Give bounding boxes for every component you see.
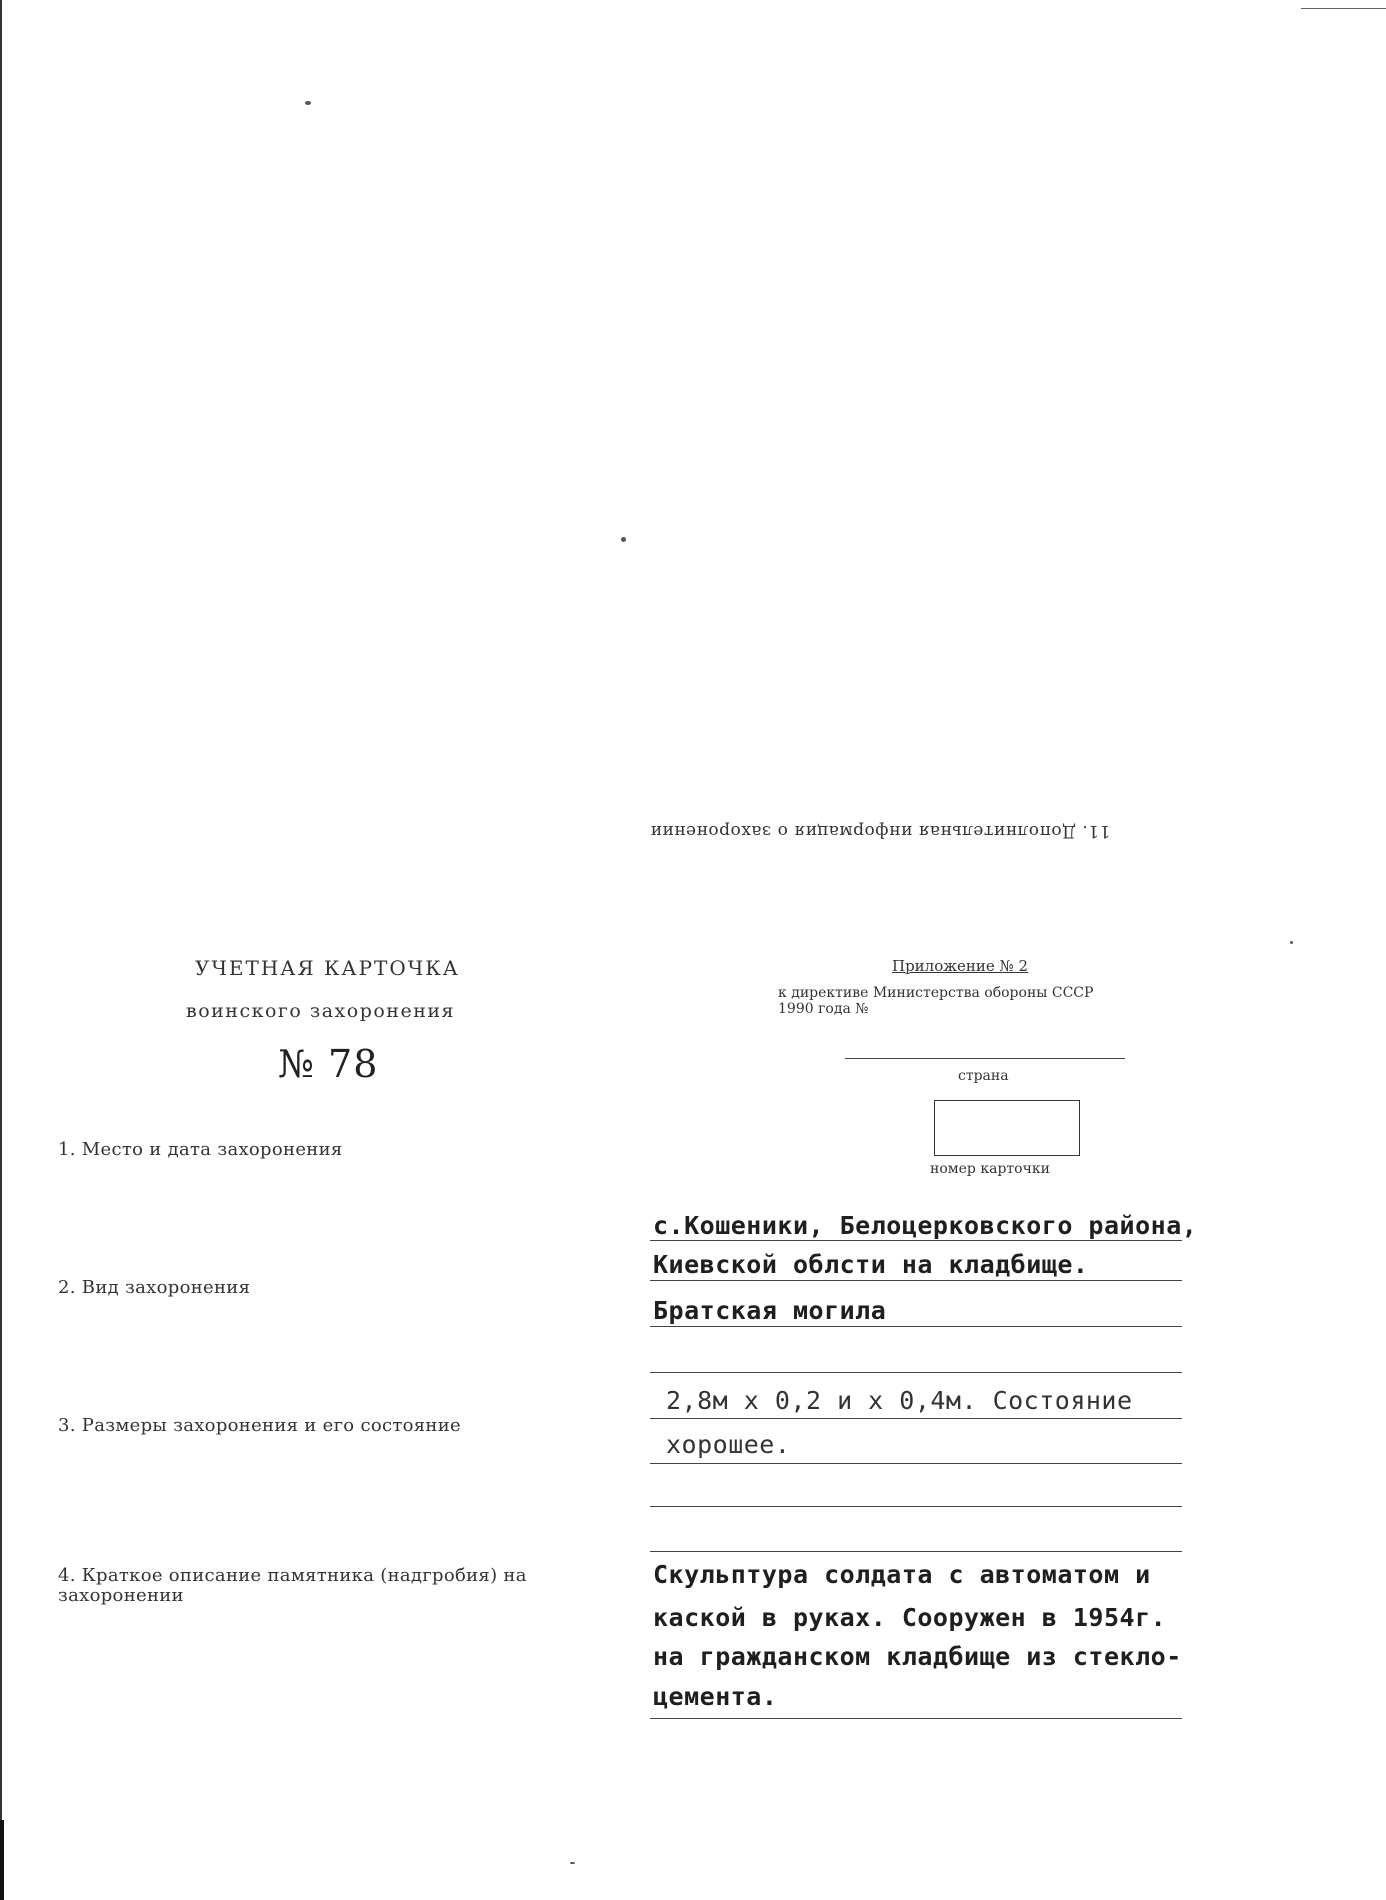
monument-description-label: 4. Краткое описание памятника (надгробия) на захоронении xyxy=(58,1565,527,1606)
size-line-1: 2,8м х 0,2 и х 0,4м. Состояние xyxy=(666,1386,1133,1415)
monument-line-2: каской в руках. Сооружен в 1954г. xyxy=(653,1603,1167,1632)
monument-underline xyxy=(650,1718,1182,1719)
appendix-title: Приложение № 2 xyxy=(892,957,1029,975)
additional-info-heading-inverted: 11. Дополнительная информация о захоронении xyxy=(650,821,1111,841)
size-underline-1 xyxy=(650,1418,1182,1419)
place-line-1: с.Кошеники, Белоцерковского района, xyxy=(653,1211,1198,1240)
scan-speck xyxy=(1290,941,1293,944)
size-line-2: хорошее. xyxy=(666,1430,791,1459)
card-number-box xyxy=(934,1100,1080,1156)
card-subtitle: воинского захоронения xyxy=(186,1000,456,1022)
monument-line-4: цемента. xyxy=(653,1682,778,1711)
page-bottom-left-mark xyxy=(0,1820,4,1900)
place-date-label: 1. Место и дата захоронения xyxy=(58,1139,343,1160)
scan-speck xyxy=(621,537,626,542)
size-top-rule xyxy=(650,1372,1182,1373)
place-line-2: Киевской облсти на кладбище. xyxy=(653,1250,1089,1279)
country-label: страна xyxy=(958,1068,1009,1084)
scan-speck xyxy=(305,101,311,105)
burial-type-label: 2. Вид захоронения xyxy=(58,1277,251,1298)
card-number-label: номер карточки xyxy=(930,1161,1050,1177)
scan-speck xyxy=(570,1862,575,1864)
monument-line-1: Скульптура солдата с автоматом и xyxy=(653,1560,1151,1589)
place-underline-1 xyxy=(650,1240,1182,1241)
size-state-label: 3. Размеры захоронения и его состояние xyxy=(58,1415,461,1436)
size-underline-3 xyxy=(650,1506,1182,1507)
size-underline-2 xyxy=(650,1463,1182,1464)
page-left-edge xyxy=(0,0,2,1900)
appendix-directive-line: к директиве Министерства обороны СССР xyxy=(778,985,1094,1001)
country-line xyxy=(845,1058,1125,1059)
type-underline xyxy=(650,1326,1182,1327)
card-title: УЧЕТНАЯ КАРТОЧКА xyxy=(195,956,460,980)
size-underline-4 xyxy=(650,1551,1182,1552)
monument-line-3: на гражданском кладбище из стекло- xyxy=(653,1642,1182,1671)
page-top-right-edge xyxy=(1301,8,1386,9)
card-number: № 78 xyxy=(278,1042,379,1086)
appendix-year-line: 1990 года № xyxy=(778,1001,869,1017)
burial-type-value: Братская могила xyxy=(653,1296,887,1325)
place-underline-2 xyxy=(650,1280,1182,1281)
